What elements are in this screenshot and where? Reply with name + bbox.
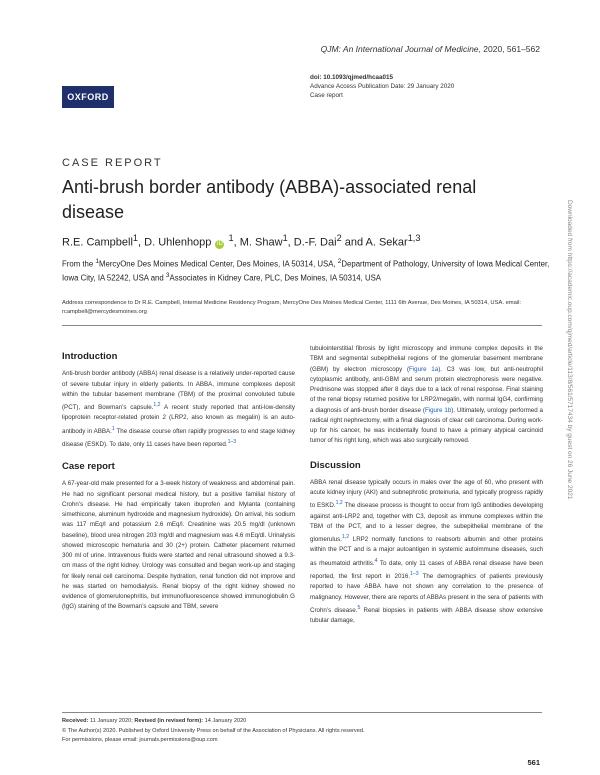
affiliation-text: MercyOne Des Moines Medical Center, Des Moines, IA 50314, USA, <box>99 259 338 269</box>
author-separator: and <box>341 236 366 249</box>
section-heading-introduction: Introduction <box>62 351 118 362</box>
citation-ref[interactable]: 5 <box>357 604 361 611</box>
figure-link[interactable]: Figure 1a <box>409 365 439 373</box>
citation-ref[interactable]: 1,2 <box>335 500 343 507</box>
paragraph-text: ABBA renal disease typically occurs in males over the age of 60, who present with acute kidney injury (AKI) and subnephrotic proteinuria, and typically progress rapidly to ESKD. <box>310 478 543 510</box>
author-name[interactable]: A. Sekar <box>365 236 408 249</box>
citation-ref[interactable]: 1 <box>111 425 115 432</box>
paragraph-text: Anti-brush border antibody (ABBA) renal disease is a relatively under-reported cause of severe tubular injury in elderly patients. In ABBA, immune complexes deposit within the tubular basement membrane (TBM) of the proximal convoluted tubule (PCT), and Bowman’s capsule. <box>62 370 295 412</box>
revised-date: 14 January 2020 <box>203 718 247 724</box>
journal-header <box>321 44 540 54</box>
paragraph-text: The disease course often rapidly progresses to end stage kidney disease (ESKD). To date, only 11 cases have been reported. <box>62 427 295 448</box>
revised-label: Revised (in revised form): <box>134 718 204 724</box>
paragraph-text: tubulointerstitial fibrosis by light microscopy and immune complex deposits in the TBM and segmental subepithelial regions of the glomerular basement membrane (GBM) by electron microscopy ( <box>310 345 543 373</box>
author-list <box>62 233 552 249</box>
author-name[interactable]: D. Uhlenhopp <box>144 236 212 249</box>
page-number: 561 <box>527 758 540 767</box>
article-title: Anti-brush border antibody (ABBA)-associated renal disease <box>62 177 477 222</box>
doi[interactable]: doi: 10.1093/qjmed/hcaa015 <box>310 74 393 81</box>
author-separator: , <box>233 236 240 249</box>
citation-ref[interactable]: 1,2 <box>341 534 350 541</box>
figure-link[interactable]: Figure 1b <box>424 406 452 414</box>
affiliations <box>62 256 552 284</box>
article-category: CASE REPORT <box>62 157 163 169</box>
download-sidebar: Downloaded from https://academic.oup.com/qjmed/article/113/8/561/5717434 by guest on 26 June 2021 <box>566 200 573 500</box>
paragraph-text: The demographics of patients previously reported to have ABBA have not shown any correlation to the presence of malignancy. However, there are reports of ABBAs present in the sera of patients with Crohn’s disease. <box>310 573 543 614</box>
journal-name: QJM: An International Journal of Medicine <box>320 44 479 54</box>
author-separator: , <box>287 236 294 249</box>
discussion-paragraph <box>310 478 543 627</box>
paragraph-text: ). Ultimately, urology performed a radical right nephrectomy, with a final diagnosis of clear cell carcinoma. During work-up for his cancer, he was incidentally found to have a primary atypical carcinoid tumor of his right lung, which was also surgically removed. <box>310 406 543 445</box>
correspondence-address: Address correspondence to Dr R.E. Campbell, Internal Medicine Residency Program, MercyOne Des Moines Medical Center, 1111 6th Avenue, Des Moines, IA 50314, USA. email: rcampbell@mercydesmoines.org <box>62 300 522 315</box>
header-divider <box>62 325 542 326</box>
journal-citation: , 2020, 561–562 <box>478 44 540 54</box>
paragraph-text: To date, only 11 cases of ABBA renal disease have been reported, the first report in 2016. <box>310 559 543 580</box>
paragraph-text: Renal biopsies in patients with ABBA disease show extensive tubular damage, <box>310 606 543 625</box>
citation-ref[interactable]: 1–3 <box>227 438 237 445</box>
section-heading-case-report: Case report <box>62 461 115 473</box>
citation-ref[interactable]: 1,2 <box>153 402 161 408</box>
author-separator: , <box>138 236 145 249</box>
permissions-notice: For permissions, please email: journals.permissions@oup.com <box>62 737 218 743</box>
author-affiliation-sup: 2 <box>336 233 342 243</box>
left-column <box>62 344 295 613</box>
footer <box>62 717 542 746</box>
case-report-paragraph-continued <box>310 344 543 447</box>
paragraph-text: LRP2 normally functions to reabsorb albumin and other proteins within the PCT and is a major autoantigen in systemic autoimmune diseases, such as rheumatoid arthritis. <box>310 536 543 567</box>
author-name[interactable]: R.E. Campbell <box>62 236 133 249</box>
oxford-logo: OXFORD <box>62 86 114 108</box>
affiliation-text: Associates in Kidney Care, PLC, Des Moines, IA 50314, USA <box>169 273 382 283</box>
received-dates <box>62 717 542 727</box>
affiliation-intro: From the <box>62 259 96 269</box>
article-meta <box>310 73 454 100</box>
copyright-notice: © The Author(s) 2020. Published by Oxford University Press on behalf of the Association of Physicians. All rights reserved. <box>62 727 365 734</box>
introduction-paragraph <box>62 369 295 450</box>
right-column <box>310 344 543 626</box>
paragraph-text: A recent study reported that anti-low-density lipoprotein receptor-related protein 2 (LRP2, also known as megalin) is an auto-antibody in ABBA. <box>62 404 295 435</box>
author-name[interactable]: D.-F. Dai <box>293 236 337 249</box>
received-label: Received: <box>62 718 89 724</box>
author-affiliation-sup: 1 <box>132 233 139 243</box>
author-affiliation-sup: 1 <box>228 233 234 243</box>
affiliation-sup: 1 <box>95 258 99 265</box>
author-name[interactable]: M. Shaw <box>239 236 283 249</box>
affiliation-sup: 3 <box>165 272 170 280</box>
citation-ref[interactable]: 1–3 <box>410 570 419 577</box>
footer-divider <box>62 712 542 713</box>
received-date: 11 January 2020; <box>88 718 135 724</box>
author-affiliation-sup: 1,3 <box>407 233 421 243</box>
advance-access-date: Advance Access Publication Date: 29 January 2020 <box>310 83 455 90</box>
section-heading-discussion: Discussion <box>310 459 361 471</box>
affiliation-text: Department of Pathology, University of Iowa Medical Center, Iowa City, IA 52242, USA and <box>62 259 550 283</box>
author-affiliation-sup: 1 <box>282 233 288 243</box>
affiliation-sup: 2 <box>337 258 342 265</box>
case-report-paragraph: A 67-year-old male presented for a 3-week history of weakness and abdominal pain. He had no significant personal medical history, but a positive familial history of Crohn’s disease. He had empirically taken ibuprofen and Mylanta (containing simethicone, aluminum hydroxide and magnesium hydroxide). On arrival, his sodium was 117 mEq/l and potassium 2.6 mEq/l. Creatinine was 20.5 mg/dl (unknown baseline), blood urea nitrogen 203 mg/dl and magnesium was 4.6 mEq/dl. Urinalysis showed microscopic hematuria and 30 (2+) protein. Catheter placement returned 300 ml of urine. Intravenous fluids were started and renal ultrasound showed a 9.3-cm mass of the right kidney. Urology was consulted and began work-up and staging for likely renal cell carcinoma. Despite hydration, renal function did not improve and he was started on hemodialysis. Renal biopsy of the right kidney showed no evidence of glomerulonephritis, but immunofluorescence showed immunoglobulin G (IgG) staining of the Bowman’s capsule and TBM, severe <box>62 480 295 611</box>
article-type: Case report <box>310 92 343 99</box>
citation-ref[interactable]: 4 <box>374 557 378 564</box>
paragraph-text: The disease process is thought to occur from IgG antibodies developing against anti-LRP2 and, together with C3, deposit as immune complexes within the TBM of the PCT, and to a lesser degree, the subepithelial membrane of the glomerulus. <box>310 502 543 544</box>
paragraph-text: ). C3 was low, but anti-neutrophil cytoplasmic antibody, anti-GBM and serum protein electrophoresis were negative. Prednisone was stopped after 8 days due to a lack of renal response. Final staining of the renal biopsy returned positive for LRP2/megalin, with normal IgG4, confirming a diagnosis of anti-brush border disease ( <box>310 365 543 414</box>
orcid-icon[interactable]: iD <box>217 240 223 247</box>
